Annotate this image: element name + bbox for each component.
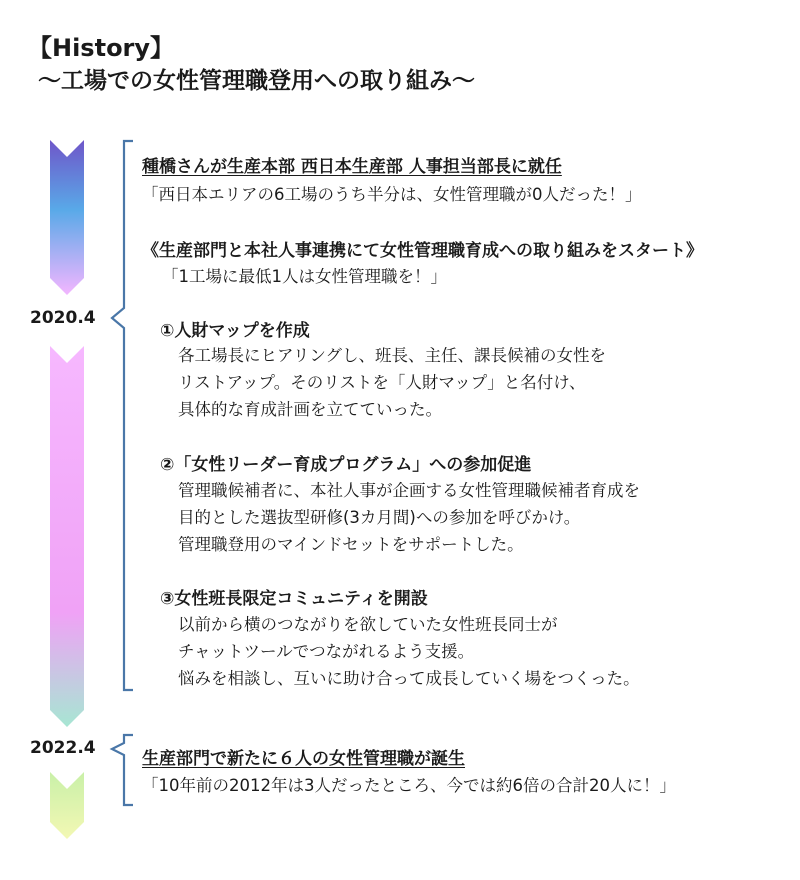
timeline-arrow-2 xyxy=(50,346,84,727)
item-3-line-1: 以前から横のつながりを欲していた女性班長同士が xyxy=(178,615,558,634)
section1-quote: 「西日本エリアの6工場のうち半分は、女性管理職が0人だった！」 xyxy=(142,185,642,204)
item-1-line-3: 具体的な育成計画を立てていった。 xyxy=(178,400,442,419)
page-title: 【History】 xyxy=(28,34,175,62)
item-1-line-2: リストアップ。そのリストを「人財マップ」と名付け、 xyxy=(178,373,586,392)
item-1-line-1: 各工場長にヒアリングし、班長、主任、課長候補の女性を xyxy=(178,346,607,365)
section1-heading: 種橋さんが生産本部 西日本生産部 人事担当部長に就任 xyxy=(142,157,562,177)
initiative-quote: 「1工場に最低1人は女性管理職を！」 xyxy=(162,267,447,286)
timeline-arrow-3 xyxy=(50,772,84,839)
item-2-line-2: 目的とした選抜型研修(3カ月間)への参加を呼びかけ。 xyxy=(178,508,581,527)
timeline-date-2020: 2020.4 xyxy=(30,308,96,328)
item-3-line-3: 悩みを相談し、互いに助け合って成長していく場をつくった。 xyxy=(178,669,640,688)
timeline-arrow-1 xyxy=(50,140,84,295)
bracket-1 xyxy=(112,141,133,690)
section2-quote: 「10年前の2012年は3人だったところ、今では約6倍の合計20人に！」 xyxy=(142,776,676,795)
timeline-date-2022: 2022.4 xyxy=(30,738,96,758)
section2-heading: 生産部門で新たに６人の女性管理職が誕生 xyxy=(142,749,465,769)
item-2-heading: ②「女性リーダー育成プログラム」への参加促進 xyxy=(160,455,532,475)
item-2-line-3: 管理職登用のマインドセットをサポートした。 xyxy=(178,535,524,554)
page-subtitle: 〜工場での女性管理職登用への取り組み〜 xyxy=(38,68,475,94)
item-3-heading: ③女性班長限定コミュニティを開設 xyxy=(160,589,428,609)
bracket-2 xyxy=(112,735,133,805)
item-3-line-2: チャットツールでつながれるよう支援。 xyxy=(178,642,475,661)
item-2-line-1: 管理職候補者に、本社人事が企画する女性管理職候補者育成を xyxy=(178,481,640,500)
item-1-heading: ①人財マップを作成 xyxy=(160,321,310,341)
initiative-heading: 《生産部門と本社人事連携にて女性管理職育成への取り組みをスタート》 xyxy=(142,241,703,261)
